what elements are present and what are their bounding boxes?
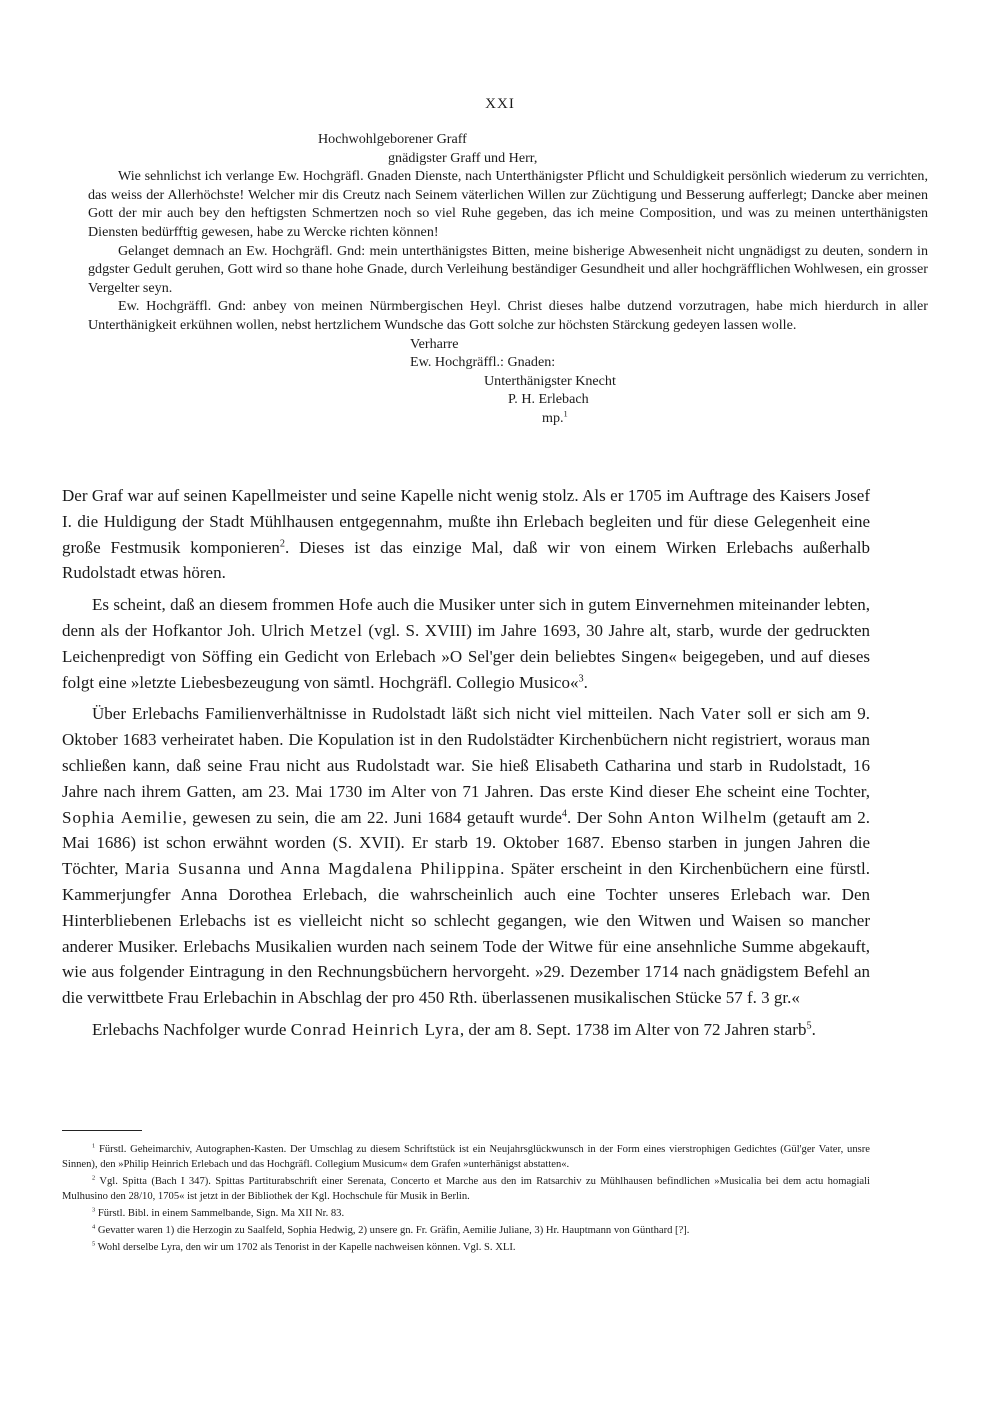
footnote-text: Fürstl. Geheimarchiv, Autographen-Kasten. Der Umschlag zu diesem Schriftstück ist ein Neujahrsglückwunsch in der Form eines vierstrophigen Gedichtes (Gül'ger Vater, unsre Sinnen), den »Philip Heinrich Erlebach und das Hochgräfl. Collegium Musicum« dem Grafen »unterhänigst abstatten«.	[62, 1144, 870, 1170]
person-name: Anton Wilhelm	[647, 807, 768, 827]
body-text: . Später erscheint in den Kirchenbüchern eine fürstl. Kammerjungfer Anna Dorothea Erlebach, die wahrscheinlich auch eine Tochter unseres Erlebach war. Den Hinterbliebenen Erlebachs ist es vielleicht nicht so schlecht gegangen, wie den Witwen und Waisen so mancher anderer Musiker. Erlebachs Musikalien wurden nach seinem Tode der Witwe für eine ansehnliche Summe abgekauft, wie aus folgender Eintragung in den Rechnungsbüchern hervorgeht. »29. Dezember 1714 nach gnädigstem Befehl an die verwittbete Frau Erlebachin in Abschlag der pro 450 Rth. überlassenen musikalischen Stücke 57 f. 3 gr.«	[62, 859, 870, 1008]
letter-signature: P. H. Erlebach	[508, 391, 589, 408]
letter-paragraph: Ew. Hochgräffl. Gnd: anbey von meinen Nürmbergischen Heyl. Christ dieses halbe dutzend vorzutragen, habe mich hierdurch in aller Unterthänigkeit erkühnen wollen, nebst hertzlichem Wundsche das Gott solche zur höchsten Stärckung gedeyen lassen wolle.	[88, 298, 928, 333]
body-text: Der Graf war auf seinen Kapellmeister und seine Kapelle nicht wenig stolz. Als er 1705 im Auftrage des Kaisers Josef I. die Huldigung der Stadt Mühlhausen entgegennahm, mußte ihn Erlebach begleiten und für diese Gelegenheit eine große Festmusik komponieren	[62, 486, 870, 557]
letter-salutation-2: gnädigster Graff und Herr,	[388, 149, 538, 166]
letter-closing-mp: mp.	[542, 409, 564, 426]
footnote-number: 5	[92, 1240, 96, 1248]
footnote-ref: 3	[578, 672, 584, 684]
body-text: .	[583, 672, 588, 692]
footnotes	[62, 1142, 870, 1257]
person-name: Vater	[700, 704, 742, 724]
body-paragraph	[62, 483, 870, 586]
body-text: .	[811, 1019, 816, 1039]
letter-paragraph: Gelanget demnach an Ew. Hochgräfl. Gnd: mein unterthänigstes Bitten, meine bisherige Abwesenheit nicht ungnädigst zu deuten, sondern in gdgster Gedult geruhen, Gott wird so thane hohe Gnade, durch Verleihung beständiger Gesundheit und aller hochgräfflichen Wohlwesen, ein grosser Vergelter seyn.	[88, 242, 928, 296]
letter-salutation: Hochwohlgeborener Graff	[318, 131, 467, 147]
body-paragraph	[62, 701, 870, 1011]
letter-closing: Ew. Hochgräffl.: Gnaden:	[410, 354, 556, 371]
footnote-number: 4	[92, 1223, 96, 1231]
person-name: Maria Susanna	[124, 859, 242, 879]
footnote-ref: 5	[806, 1020, 812, 1032]
body-text: (getauft am 2. Mai 1686) ist schon erwähnt worden (S. XVII). Er starb 19. Oktober 1687. Ebenso starben in jungen Jahren die Töchter,	[62, 807, 870, 879]
letter-closing: Verharre	[410, 335, 459, 352]
person-name: Conrad Heinrich Lyra	[290, 1019, 460, 1039]
footnote-text: Fürstl. Bibl. in einem Sammelbande, Sign. Ma XII Nr. 83.	[97, 1208, 345, 1219]
footnote-number: 1	[92, 1142, 96, 1150]
footnote-number: 2	[92, 1174, 96, 1182]
footnote-ref: 4	[561, 807, 567, 819]
footnote	[62, 1206, 870, 1221]
footnote-text: Vgl. Spitta (Bach I 347). Spittas Partiturabschrift einer Serenata, Concerto et Marche aus den im Ratsarchiv zu Mühlhausen befindlichen »Musicalia bei dem actu homagiali Mulhusino den 28/10, 1705« ist jetzt in der Bibliothek der Kgl. Hochschule für Musik in Berlin.	[62, 1176, 870, 1202]
body-text: Erlebachs Nachfolger wurde	[92, 1019, 291, 1039]
body-text: soll er sich am 9. Oktober 1683 verheiratet haben. Die Kopulation ist in den Rudolstädter Kirchenbüchern nicht registriert, woraus man schließen kann, daß seine Frau nicht aus Rudolstadt war. Sie hieß Elisabeth Catharina und starb in Rudolstadt, 16 Jahre nach ihrem Gatten, am 23. Mai 1730 im Alter von 71 Jahren. Das erste Kind dieser Ehe scheint eine Tochter,	[62, 704, 870, 801]
body-text: . Dieses ist das einzige Mal, daß wir von einem Wirken Erlebachs außerhalb Rudolstadt etwas hören.	[62, 537, 870, 583]
body-text: . Der Sohn	[567, 807, 648, 827]
body-text: Es scheint, daß an diesem frommen Hofe auch die Musiker unter sich in gutem Einvernehmen miteinander lebten, denn als der Hofkantor Joh. Ulrich	[62, 595, 870, 640]
page-number: XXI	[485, 96, 515, 112]
footnote-text: Gevatter waren 1) die Herzogin zu Saalfeld, Sophia Hedwig, 2) unsere gn. Fr. Gräfin, Aemilie Juliane, 3) Hr. Hauptmann von Günthard [?].	[97, 1225, 690, 1236]
body-paragraph	[62, 1017, 870, 1043]
footnote-ref: 2	[279, 537, 286, 549]
letter-closing	[88, 409, 928, 428]
body-text: Über Erlebachs Familienverhältnisse in Rudolstadt läßt sich nicht viel mitteilen. Nach	[92, 704, 701, 724]
quoted-letter	[88, 130, 928, 428]
body-text: , gewesen zu sein, die am 22. Juni 1684 getauft wurde	[182, 807, 562, 827]
body-text: , der am 8. Sept. 1738 im Alter von 72 Jahren starb	[459, 1019, 807, 1039]
footnote-number: 3	[92, 1206, 96, 1214]
footnote	[62, 1223, 870, 1238]
body-text: und	[241, 859, 280, 879]
footnote	[62, 1240, 870, 1255]
body-text: (vgl. S. XVIII) im Jahre 1693, 30 Jahre alt, starb, wurde der gedruckten Leichenpredigt von Söffing ein Gedicht von Erlebach »O Sel'ger dein beliebtes Singen« beigegeben, und auf dieses folgt eine »letzte Liebesbezeugung von sämtl. Hochgräfl. Collegio Musico«	[62, 620, 870, 692]
person-name: Metzel	[309, 620, 363, 640]
person-name: Anna Magdalena Philippina	[279, 859, 501, 879]
footnote-ref: 1	[563, 408, 568, 419]
main-text	[62, 483, 870, 1049]
person-name: Sophia Aemilie	[62, 807, 183, 827]
footnote-divider	[62, 1130, 142, 1131]
letter-closing: Unterthänigster Knecht	[484, 372, 616, 389]
footnote	[62, 1174, 870, 1204]
body-paragraph	[62, 592, 870, 695]
footnote-text: Wohl derselbe Lyra, den wir um 1702 als Tenorist in der Kapelle nachweisen können. Vgl. S. XLI.	[97, 1242, 516, 1253]
footnote	[62, 1142, 870, 1172]
letter-paragraph: Wie sehnlichst ich verlange Ew. Hochgräfl. Gnaden Dienste, nach Unterthänigster Pflicht und Schuldigkeit persönlich wiederum zu verrichten, das weiss der Allerhöchste! Welcher mir dis Creutz nach Seinem väterlichen Willen zur Züchtigung und Besserung aufferlegt; Dancke aber meinen Gott der mir auch bey den heftigsten Schmertzen noch so viel Ruhe gegeben, das ich meine Composition, und was zu meinen unterthänigsten Diensten bedürfftig gewesen, habe zu Wercke richten können!	[88, 168, 928, 240]
